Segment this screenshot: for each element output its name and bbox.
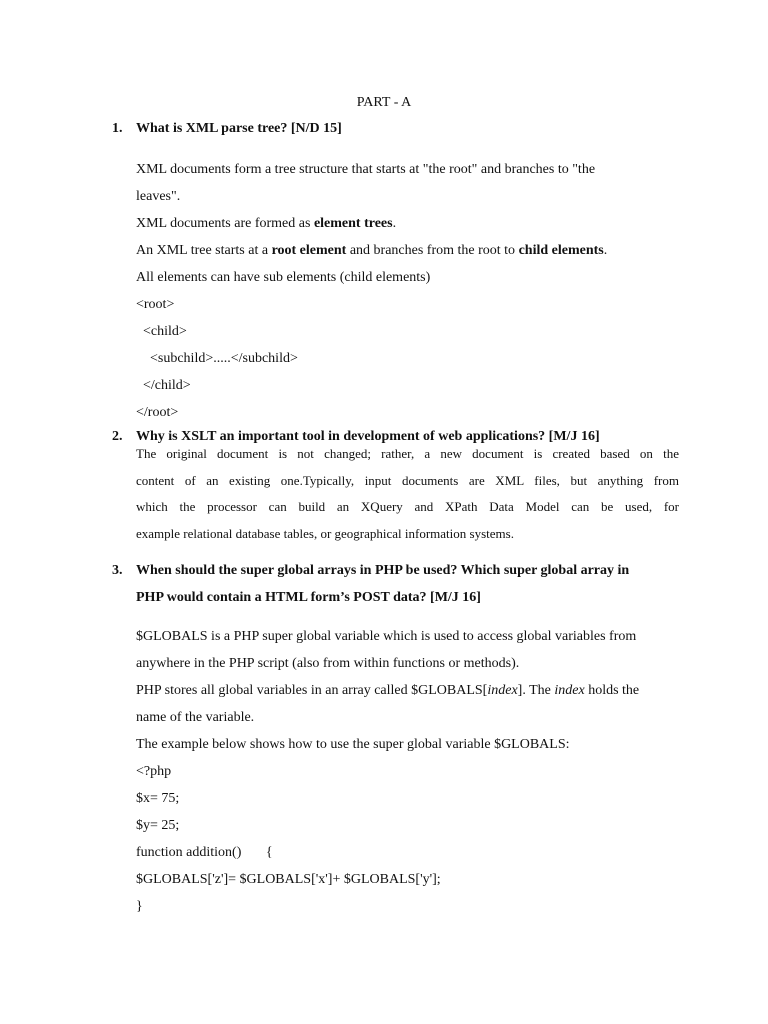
italic-term: index <box>487 683 518 698</box>
code-line: } <box>136 899 143 914</box>
code-line: <?php <box>136 764 172 779</box>
text-run: XML documents are formed as <box>136 216 314 231</box>
question-text: Why is XSLT an important tool in development of web applications? [M/J 16] <box>136 429 600 444</box>
question-text: What is XML parse tree? [N/D 15] <box>136 121 342 136</box>
code-line: $GLOBALS['z']= $GLOBALS['x']+ $GLOBALS['y']; <box>136 872 441 887</box>
code-line: </child> <box>136 378 191 393</box>
text-run: . <box>603 243 608 258</box>
text-run: holds the <box>584 683 640 698</box>
text-run: ]. The <box>517 683 555 698</box>
text-run: . <box>392 216 397 231</box>
italic-term: index <box>554 683 585 698</box>
question-number: 2. <box>112 429 123 444</box>
answer-1 <box>136 156 679 426</box>
question-3 <box>112 557 682 611</box>
code-line: function addition() { <box>136 845 273 860</box>
question-number: 1. <box>112 121 123 136</box>
code-line: </root> <box>136 405 179 420</box>
question-1 <box>112 115 682 142</box>
question-number: 3. <box>112 563 123 578</box>
bold-term: element trees <box>313 216 393 231</box>
answer-3 <box>136 623 679 920</box>
answer-line <box>136 210 679 237</box>
text-run: PHP stores all global variables in an array called $GLOBALS[ <box>136 683 488 698</box>
answer-line: The original document is not changed; rather, a new document is created based on the <box>136 446 679 461</box>
part-title: PART - A <box>356 95 412 110</box>
question-text: When should the super global arrays in PHP be used? Which super global array in <box>136 563 630 578</box>
code-line: <root> <box>136 297 175 312</box>
question-text: PHP would contain a HTML form’s POST data? [M/J 16] <box>136 590 481 605</box>
text-run: An XML tree starts at a <box>136 243 272 258</box>
answer-line: which the processor can build an XQuery and XPath Data Model can be used, for <box>136 499 679 515</box>
answer-line: leaves". <box>136 189 181 204</box>
bold-term: root element <box>271 243 347 258</box>
code-line: $x= 75; <box>136 791 180 806</box>
bold-term: child elements <box>518 243 604 258</box>
answer-line: example relational database tables, or geographical information systems. <box>136 525 514 541</box>
answer-line: The example below shows how to use the super global variable $GLOBALS: <box>136 737 570 752</box>
text-run: and branches from the root to <box>346 243 519 258</box>
answer-line: content of an existing one.Typically, input documents are XML files, but anything from <box>136 472 679 488</box>
answer-2 <box>136 441 679 547</box>
answer-line <box>136 237 679 264</box>
code-line: <child> <box>136 324 187 339</box>
answer-line: $GLOBALS is a PHP super global variable which is used to access global variables from <box>136 629 637 644</box>
answer-line: All elements can have sub elements (child elements) <box>136 270 431 285</box>
answer-line <box>136 677 679 704</box>
code-line: $y= 25; <box>136 818 180 833</box>
answer-line: anywhere in the PHP script (also from within functions or methods). <box>136 656 520 671</box>
answer-line: XML documents form a tree structure that starts at "the root" and branches to "the <box>136 162 596 177</box>
code-line: <subchild>.....</subchild> <box>136 351 298 366</box>
answer-line: name of the variable. <box>136 710 255 725</box>
